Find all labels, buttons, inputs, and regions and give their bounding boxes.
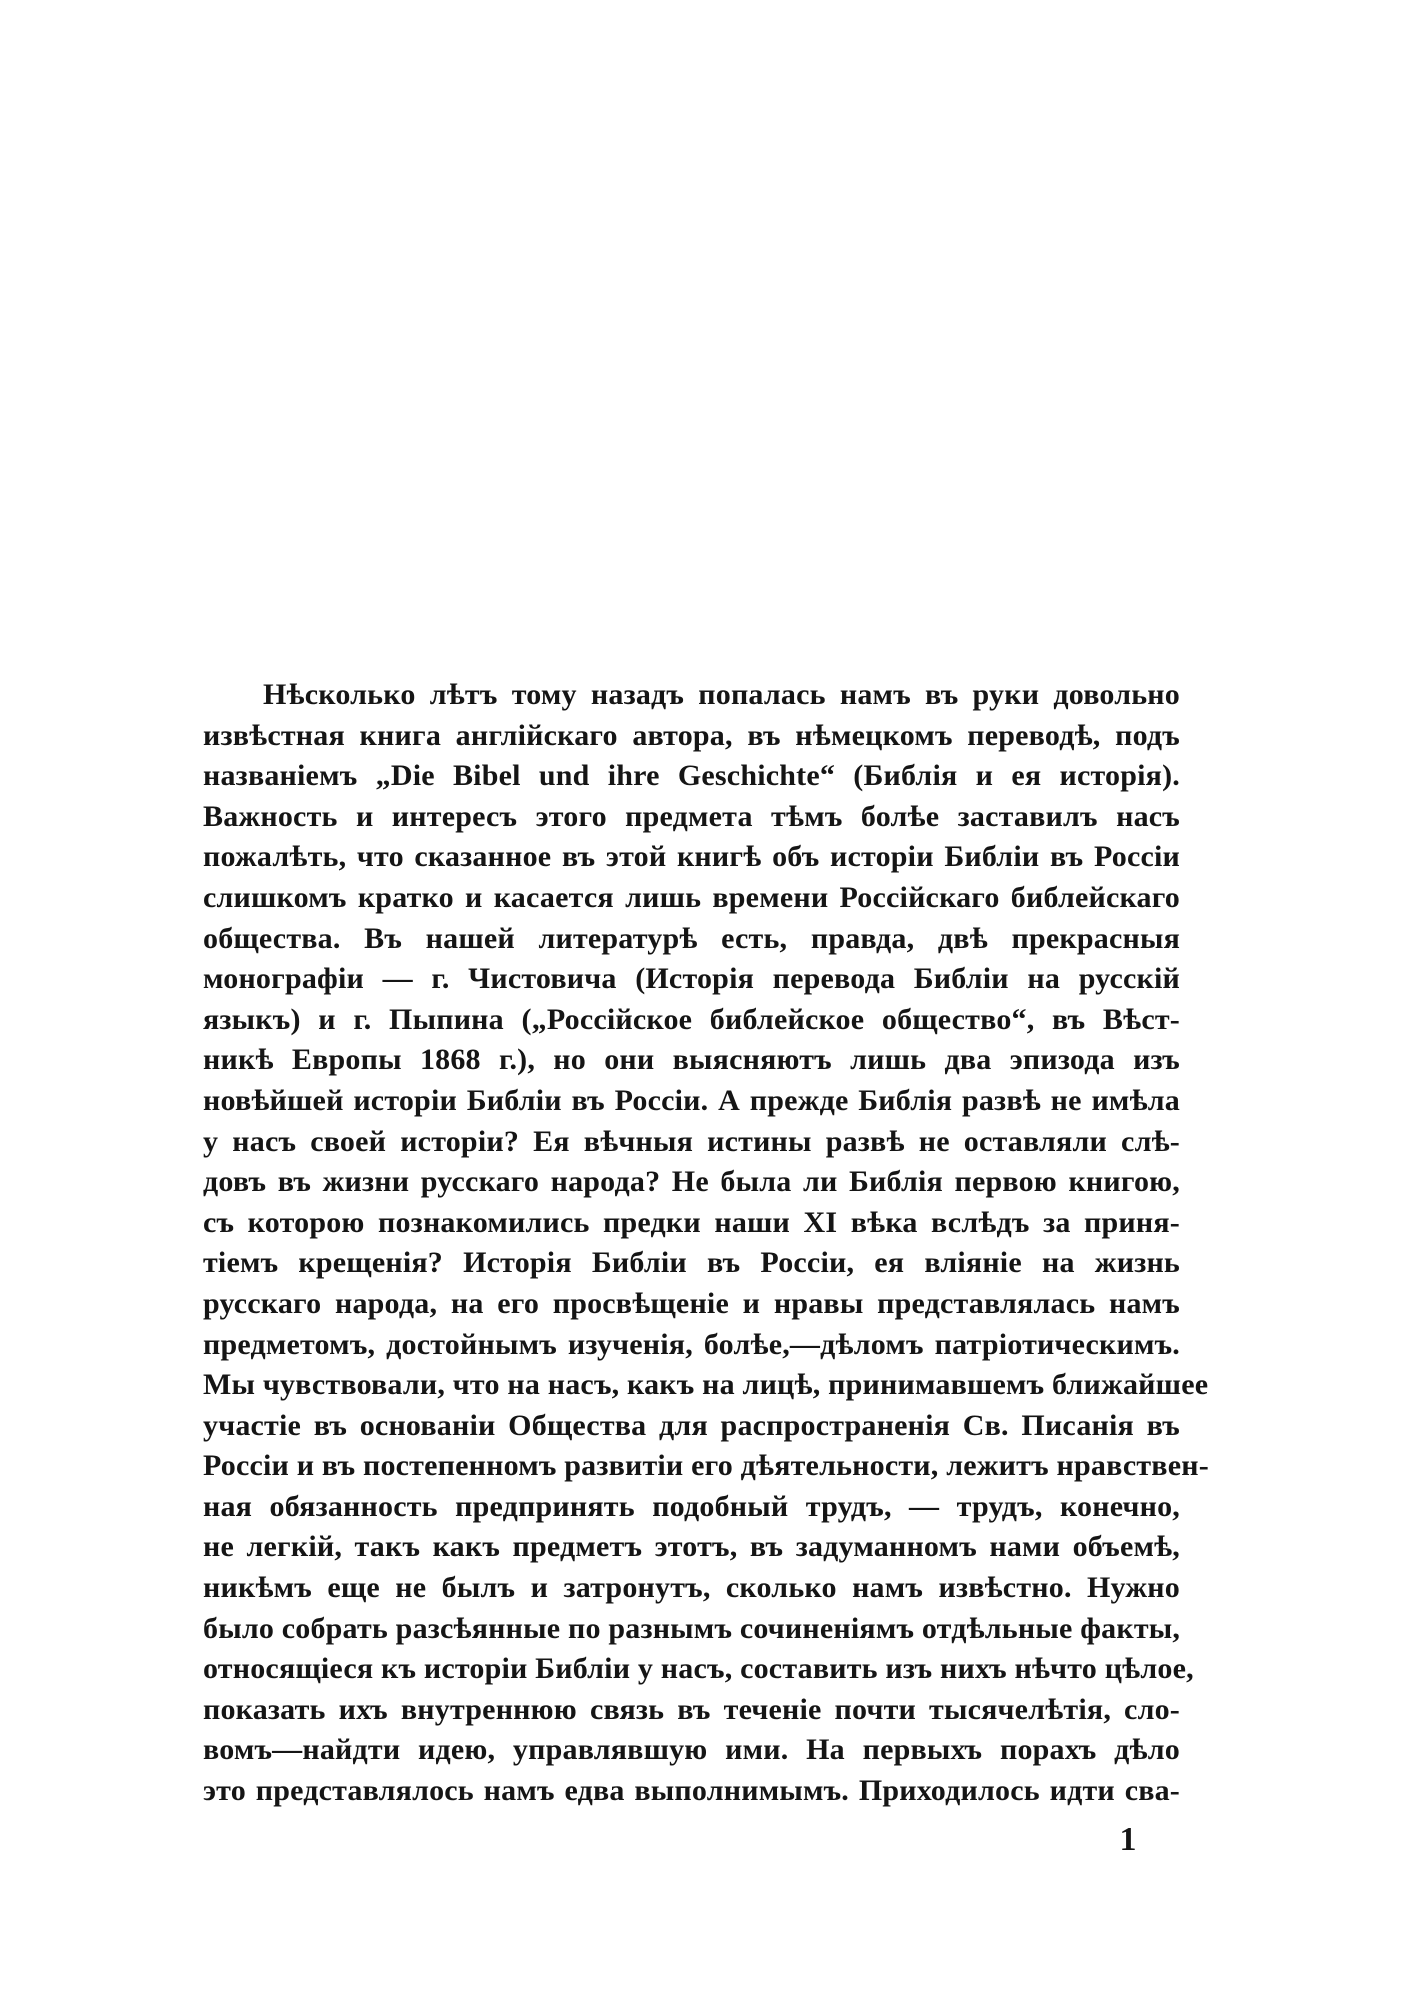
text-line: названіемъ „Die Bibel und ihre Geschichte“ (Библія и ея исторія). [203, 759, 1180, 793]
text-line: предметомъ, достойнымъ изученія, болѣе,—дѣломъ патріотическимъ. [203, 1327, 1180, 1361]
text-line: было собрать разсѣянные по разнымъ сочиненіямъ отдѣльные факты, [203, 1611, 1181, 1645]
text-line: Важность и интересъ этого предмета тѣмъ болѣе заставилъ насъ [203, 799, 1180, 833]
text-line: извѣстная книга англійскаго автора, въ нѣмецкомъ переводѣ, подъ [203, 718, 1180, 752]
text-line: Мы чувствовали, что на насъ, какъ на лицѣ, принимавшемъ ближайшее [203, 1368, 1209, 1402]
text-line: языкъ) и г. Пыпина („Россійское библейское общество“, въ Вѣст- [203, 1002, 1180, 1036]
body-text [203, 675, 1209, 1812]
text-line: тіемъ крещенія? Исторія Библіи въ Россіи, ея вліяніе на жизнь [203, 1246, 1180, 1280]
text-line: никѣмъ еще не былъ и затронутъ, сколько намъ извѣстно. Нужно [203, 1571, 1180, 1605]
text-line: показать ихъ внутреннюю связь въ теченіе почти тысячелѣтія, сло- [203, 1692, 1180, 1726]
text-line: монографіи — г. Чистовича (Исторія перевода Библіи на русскій [203, 962, 1180, 996]
text-line: довъ въ жизни русскаго народа? Не была ли Библія первою книгою, [203, 1165, 1180, 1199]
text-line: общества. Въ нашей литературѣ есть, правда, двѣ прекрасныя [203, 921, 1180, 955]
text-line: пожалѣть, что сказанное въ этой книгѣ объ исторіи Библіи въ Россіи [203, 840, 1180, 874]
text-line: Россіи и въ постепенномъ развитіи его дѣятельности, лежитъ нравствен- [203, 1449, 1209, 1483]
text-line: слишкомъ кратко и касается лишь времени Россійскаго библейскаго [203, 880, 1180, 914]
text-line: русскаго народа, на его просвѣщеніе и нравы представлялась намъ [203, 1286, 1180, 1320]
text-line: участіе въ основаніи Общества для распространенія Св. Писанія въ [203, 1408, 1180, 1442]
text-line: не легкій, такъ какъ предметъ этотъ, въ задуманномъ нами объемѣ, [203, 1530, 1180, 1564]
text-line: ная обязанность предпринять подобный трудъ, — трудъ, конечно, [203, 1489, 1180, 1523]
text-line: съ которою познакомились предки наши XI вѣка вслѣдъ за приня- [203, 1205, 1180, 1239]
text-line: Нѣсколько лѣтъ тому назадъ попалась намъ въ руки довольно [263, 678, 1180, 711]
text-line: новѣйшей исторіи Библіи въ Россіи. А прежде Библія развѣ не имѣла [203, 1083, 1180, 1117]
page-number: 1 [1119, 1821, 1137, 1858]
text-line: у насъ своей исторіи? Ея вѣчныя истины развѣ не оставляли слѣ- [203, 1124, 1180, 1158]
text-line: никѣ Европы 1868 г.), но они выясняютъ лишь два эпизода изъ [203, 1043, 1180, 1077]
text-line: вомъ—найдти идею, управлявшую ими. На первыхъ порахъ дѣло [203, 1733, 1180, 1767]
text-line: это представлялось намъ едва выполнимымъ. Приходилось идти сва- [203, 1774, 1180, 1808]
text-line: относящіеся къ исторіи Библіи у насъ, составить изъ нихъ нѣчто цѣлое, [203, 1652, 1194, 1686]
